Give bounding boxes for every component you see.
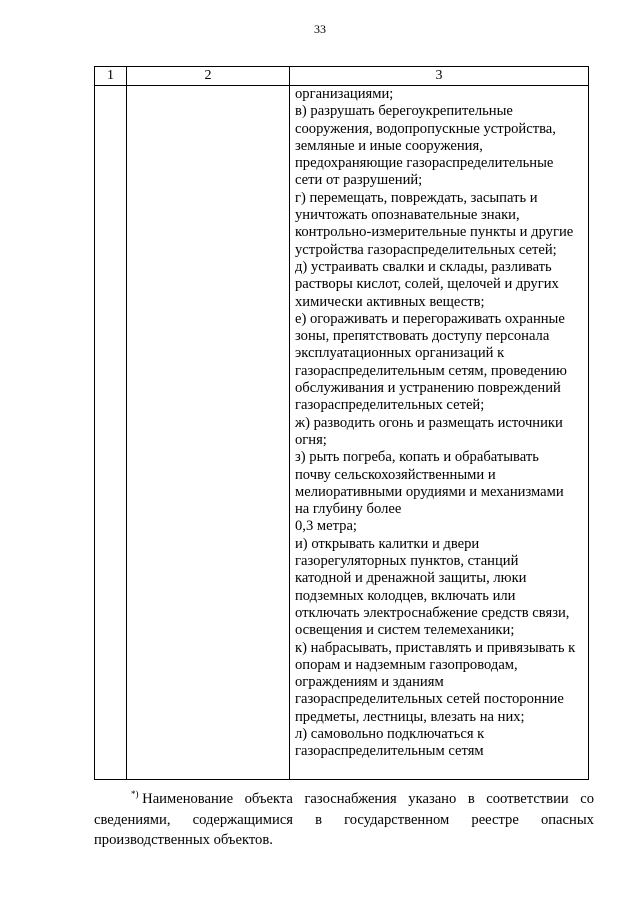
column3-text-line: земляные и иные сооружения, <box>295 137 483 154</box>
column3-text-line: и) открывать калитки и двери <box>295 535 480 552</box>
column-header-2: 2 <box>127 67 290 86</box>
column3-text-line: газораспределительных сетей; <box>295 397 485 414</box>
footnote-line-2 <box>94 810 594 831</box>
column3-text-line: на глубину более <box>295 501 402 518</box>
column3-text-line: эксплуатационных организаций к <box>295 345 505 362</box>
column3-text-line: л) самовольно подключаться к <box>295 725 485 742</box>
column3-text-line: сооружения, водопропускные устройства, <box>295 120 556 137</box>
column3-text-line: химически активных веществ; <box>295 293 485 310</box>
column3-text-line: контрольно-измерительные пункты и другие <box>295 224 574 241</box>
column3-text-line: в) разрушать берегоукрепительные <box>295 103 513 120</box>
column3-text-line: катодной и дренажной защиты, люки <box>295 570 527 587</box>
footnote-line-3: производственных объектов. <box>94 832 273 848</box>
footnote-line-1 <box>94 789 594 810</box>
column3-text-line: подземных колодцев, включать или <box>295 587 516 604</box>
column3-text-line: ж) разводить огонь и размещать источники <box>295 414 563 431</box>
footnote-word: содержащимися <box>192 811 294 828</box>
footnote-mark: *) <box>131 789 139 800</box>
page-number: 33 <box>314 22 326 36</box>
column3-text-line: 0,3 метра; <box>295 518 357 535</box>
footnote-first-word <box>131 789 233 810</box>
table-row <box>95 86 589 780</box>
document-table <box>94 66 589 780</box>
footnote-word: сведениями, <box>94 811 171 828</box>
column3-text-line: освещения и систем телемеханики; <box>295 622 515 639</box>
column3-text-line: организациями; <box>295 86 394 102</box>
column3-text-line: отключать электроснабжение средств связи, <box>295 604 570 621</box>
column3-text-line: предметы, лестницы, влезать на них; <box>295 708 525 725</box>
footnote-word: в <box>315 811 323 828</box>
column3-text-line: обслуживания и устранению повреждений <box>295 380 561 397</box>
footnote-word: со <box>580 791 594 807</box>
column3-text-line: ограждениям и зданиям <box>295 674 444 691</box>
column-header-1: 1 <box>95 67 127 86</box>
column3-text-line: газораспределительных сетей посторонние <box>295 691 564 708</box>
column3-text-line: газораспределительным сетям, проведению <box>295 362 567 379</box>
column3-text-line: огня; <box>295 431 327 448</box>
column3-text-line: предохраняющие газораспределительные <box>295 155 554 172</box>
table-cell-col3 <box>290 86 589 780</box>
column3-text-line: сети от разрушений; <box>295 172 423 189</box>
footnote-word: Наименование <box>142 791 234 807</box>
column3-text-line: уничтожать опознавательные знаки, <box>295 207 520 224</box>
footnote-word: реестре <box>471 811 519 828</box>
column3-text-line: мелиоративными орудиями и механизмами <box>295 483 564 500</box>
table-cell-col1 <box>95 86 127 780</box>
column3-text-line: газорегуляторных пунктов, станций <box>295 553 519 570</box>
column3-text-line: почву сельскохозяйственными и <box>295 466 496 483</box>
column-header-3: 3 <box>290 67 589 86</box>
column3-text-line: растворы кислот, солей, щелочей и других <box>295 276 559 293</box>
footnote-word: опасных <box>540 811 594 828</box>
table-header-row <box>95 67 589 86</box>
footnote-word: государственном <box>344 811 450 828</box>
column3-text-line: к) набрасывать, приставлять и привязывать к <box>295 639 576 656</box>
column3-text-line: устройства газораспределительных сетей; <box>295 241 557 258</box>
column3-text-line: зоны, препятствовать доступу персонала <box>295 328 550 345</box>
footnote-word: в <box>467 791 475 807</box>
column3-text-line: газораспределительным сетям <box>295 743 484 760</box>
column3-text-line: е) огораживать и перегораживать охранные <box>295 310 565 327</box>
column3-text-line: д) устраивать свалки и склады, разливать <box>295 258 552 275</box>
footnote-word: соответствии <box>486 791 569 807</box>
footnote-word: указано <box>408 791 457 807</box>
footnote <box>94 789 594 851</box>
column3-text-line: г) перемещать, повреждать, засыпать и <box>295 189 538 206</box>
column3-text-line: опорам и надземным газопроводам, <box>295 656 518 673</box>
table-cell-col2 <box>127 86 290 780</box>
footnote-word: объекта <box>244 791 293 807</box>
column3-text-line: з) рыть погреба, копать и обрабатывать <box>295 449 539 466</box>
footnote-word: газоснабжения <box>304 791 397 807</box>
